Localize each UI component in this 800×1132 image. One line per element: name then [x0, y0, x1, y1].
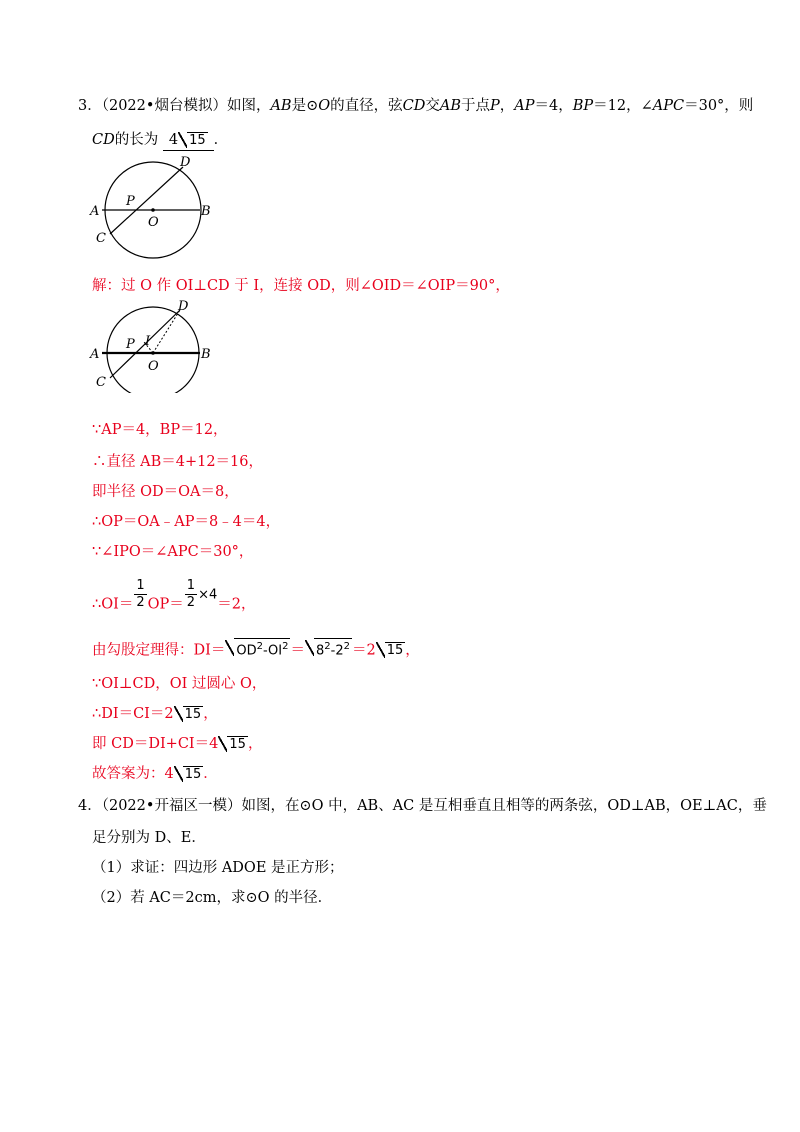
fraction-half-2: $\frac{1}{2}$ — [186, 578, 196, 610]
fig1-label-C: C — [96, 231, 106, 246]
fig1-label-O: O — [148, 215, 159, 230]
q4-part2: （2）若 AC＝2cm，求⊙O 的半径． — [92, 890, 333, 906]
fig1-label-P: P — [126, 194, 135, 209]
radical-od-oi: $OD^2-OI^2$ — [234, 638, 290, 658]
q4-line2: 足分别为 D、E． — [92, 830, 206, 846]
fig2-label-D: D — [178, 299, 189, 314]
fig2-label-I: I — [145, 334, 151, 349]
sol-line6: ∵∠IPO＝∠APC＝30°， — [92, 544, 254, 560]
sol-line3: ∴直径 AB＝4+12＝16， — [92, 454, 264, 470]
q3-figure-circle — [88, 152, 218, 262]
sol-line9: ∵OI⊥CD，OI 过圆心 O， — [92, 676, 267, 692]
sol-line12: 故答案为：4 15 ． — [92, 766, 218, 782]
sol-line8: 由勾股定理得：$DI= OD^2-OI^2 = 8^2-2^2 =2$ 15 ， — [92, 638, 420, 660]
fig1-label-B: B — [201, 204, 211, 219]
sol-line2: ∵AP＝4，BP＝12， — [92, 422, 228, 438]
q3-line1: 3．（2022•烟台模拟）如图，AB是⊙O的直径，弦CD交AB于点P，AP＝4，BP＝12，∠APC＝30°，则 — [78, 98, 754, 114]
fig2-label-B: B — [201, 347, 211, 362]
sol-line4: 即半径 OD＝OA＝8， — [92, 484, 239, 500]
fig1-label-A: A — [90, 204, 100, 219]
q4-line1: 4．（2022•开福区一模）如图，在⊙O 中，AB、AC 是互相垂直且相等的两条弦，OD⊥AB，OE⊥AC，垂 — [78, 798, 767, 814]
sol-line1: 解：过 O 作 OI⊥CD 于 I，连接 OD，则∠OID＝∠OIP＝90°， — [92, 278, 510, 294]
sol-line10: ∴DI＝CI＝2 15 ， — [92, 706, 218, 722]
fig2-label-P: P — [126, 337, 135, 352]
q4-part1: （1）求证：四边形 ADOE 是正方形； — [92, 860, 344, 876]
sol-figure-circle — [88, 298, 218, 393]
fig2-label-C: C — [96, 375, 106, 390]
q3-line2: CD的长为 4 15 ． — [92, 130, 228, 151]
fig1-label-D: D — [180, 155, 191, 170]
fig2-label-O: O — [148, 359, 159, 374]
fig2-label-A: A — [90, 347, 100, 362]
q3-answer-blank: 4 15 — [163, 130, 214, 151]
fraction-half: $\frac{1}{2}$ — [136, 578, 145, 610]
radical-8-2: $8^2-2^2$ — [314, 638, 352, 658]
sol-line7: ∴OI＝ $\frac{1}{2}$ OP＝ $\frac{1}{2}$ ×4＝2， — [92, 578, 256, 613]
sol-line11: 即 CD＝DI+CI＝4 15 ， — [92, 736, 263, 752]
sol-line5: ∴OP＝OA﹣AP＝8﹣4＝4， — [92, 514, 281, 530]
